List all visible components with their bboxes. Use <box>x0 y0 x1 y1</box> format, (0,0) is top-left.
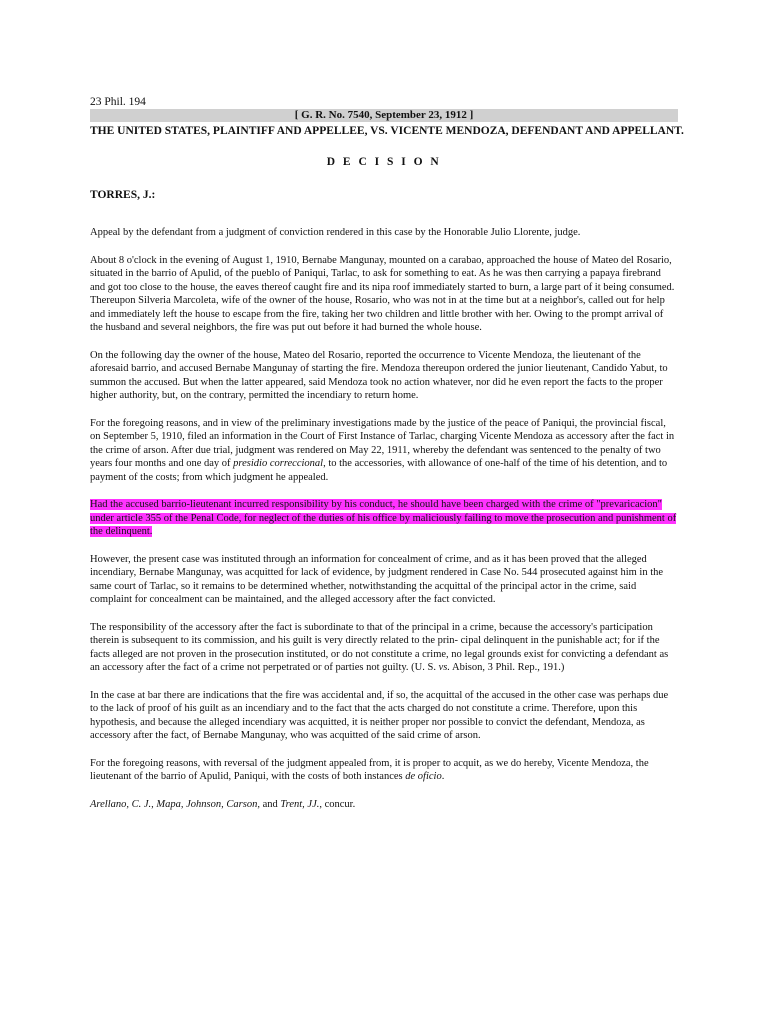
concurrence-end: , concur. <box>319 798 356 810</box>
paragraph-report: On the following day the owner of the house, Mateo del Rosario, reported the occurrence to Vicente Mendoza, the lieutenant of the aforesaid barrio, and accused Bernabe Mangunay of starting the fire. Mendoza thereupon ordered the junior lieutenant, Candido Yabut, to summon the accused. But when the latter appeared, said Mendoza took no action whatever, nor did he even report the facts to the proper higher authority, but, on the contrary, permitted the incendiary to return home. <box>90 349 668 401</box>
paragraph-disposition-text-a: For the foregoing reasons, with reversal of the judgment appealed from, it is proper to acquit, as we do hereby, Vicente Mendoza, the lieutenant of the barrio of Apulid, Paniqui, with the costs of both instances <box>90 757 649 782</box>
paragraph-disposition-italic: de oficio <box>405 771 442 782</box>
concurrence-justices-b: Trent, JJ. <box>280 798 320 810</box>
paragraph-case-at-bar: In the case at bar there are indications that the fire was accidental and, if so, the acquittal of the accused in the other case was perhaps due to the lack of proof of his guilt as an incendiary and to the fact that the acts charged do not constitute a crime. Therefore, upon this hypothesis, and because the alleged incendiary was acquitted, it is neither proper nor possible to convict the defendant, Mendoza, as accessory after the fact, of Bernabe Mangunay, who was acquitted of the said crime of arson. <box>90 689 669 741</box>
highlighted-text: Had the accused barrio-lieutenant incurred responsibility by his conduct, he should have been charged with the crime of "prevaricacion" under article 355 of the Penal Code, for neglect of the duties of his office by maliciously failing to move the prosecution and punishment of the delinquent. <box>90 499 677 537</box>
concurrence-and: and <box>259 798 281 810</box>
paragraph-disposition <box>90 757 678 784</box>
paragraph-responsibility <box>90 621 678 675</box>
paragraph-information <box>90 417 678 485</box>
paragraph-responsibility-italic: vs. <box>438 662 450 673</box>
paragraph-concealment: However, the present case was instituted through an information for concealment of crime, and as it has been proved that the alleged incendiary, Bernabe Mangunay, was acquitted for lack of evidence, by judgment rendered in Case No. 544 prosecuted against him in the same court of Tarlac, so it remains to be determined whether, notwithstanding the acquittal of the principal actor in the crime, said complaint for concealment can be maintained, and the alleged accessory after the fact convicted. <box>90 553 664 605</box>
paragraph-disposition-text-b: . <box>441 771 445 782</box>
decision-title: D E C I S I O N <box>326 156 442 168</box>
concurrence-justices-a: Arellano, C. J., Mapa, Johnson, Carson, <box>90 798 260 810</box>
paragraph-information-text-a: For the foregoing reasons, and in view of the preliminary investigations made by the justice of the peace of Paniqui, the provincial fiscal, on September 5, 1910, filed an information in the Court of First Instance of Tarlac, charging Vicente Mendoza as accessory after the fact in the crime of arson. After due trial, judgment was rendered on May 22, 1911, whereby the defendant was sentenced to the penalty of two years four months and one day of <box>90 417 675 469</box>
paragraph-responsibility-text-a: The responsibility of the accessory after the fact is subordinate to that of the principal in a crime, because the accessory's participation therein is subsequent to its commission, and his guilt is very directly related to the prin- cipal delinquent in the punishable act; for if the facts alleged are not proven in the prosecution instituted, or do not constitute a crime, no legal grounds exist for convicting a defendant as an accessory after the fact of a crime not perpetrated or of parties not guilty. (U. S. <box>90 621 669 673</box>
paragraph-information-text-b: , to the accessories, with allowance of one-half of the time of his detention, and to payment of the costs; from which judgment he appealed. <box>90 458 668 483</box>
citation: 23 Phil. 194 <box>90 96 146 108</box>
ponente: TORRES, J.: <box>90 189 156 201</box>
paragraph-appeal: Appeal by the defendant from a judgment of conviction rendered in this case by the Honorable Julio Llorente, judge. <box>90 227 581 238</box>
gr-number-header: [ G. R. No. 7540, September 23, 1912 ] <box>90 109 678 122</box>
paragraph-concurrence <box>90 798 678 812</box>
paragraph-information-italic: presidio correccional <box>233 458 324 469</box>
paragraph-responsibility-text-b: Abison, 3 Phil. Rep., 191.) <box>449 662 565 673</box>
paragraph-facts: About 8 o'clock in the evening of August 1, 1910, Bernabe Mangunay, mounted on a carabao, approached the house of Mateo del Rosario, situated in the barrio of Apulid, of the pueblo of Paniqui, Tarlac, to ask for something to eat. As he was then carrying a papaya firebrand and got too close to the house, the eaves thereof caught fire and its nipa roof immediately started to burn, a large part of it being consumed. Thereupon Silveria Marcoleta, wife of the owner of the house, Rosario, who was not in at the time but at a neighbor's, called out for help and immediately left the house to escape from the fire, taking her two children and little brother with her. Owing to the prompt arrival of the husband and several neighbors, the fire was put out before it had burned the whole house. <box>90 254 675 333</box>
paragraph-prevaricacion <box>90 498 678 539</box>
case-caption: THE UNITED STATES, PLAINTIFF AND APPELLEE, VS. VICENTE MENDOZA, DEFENDANT AND APPELLANT. <box>90 125 684 137</box>
